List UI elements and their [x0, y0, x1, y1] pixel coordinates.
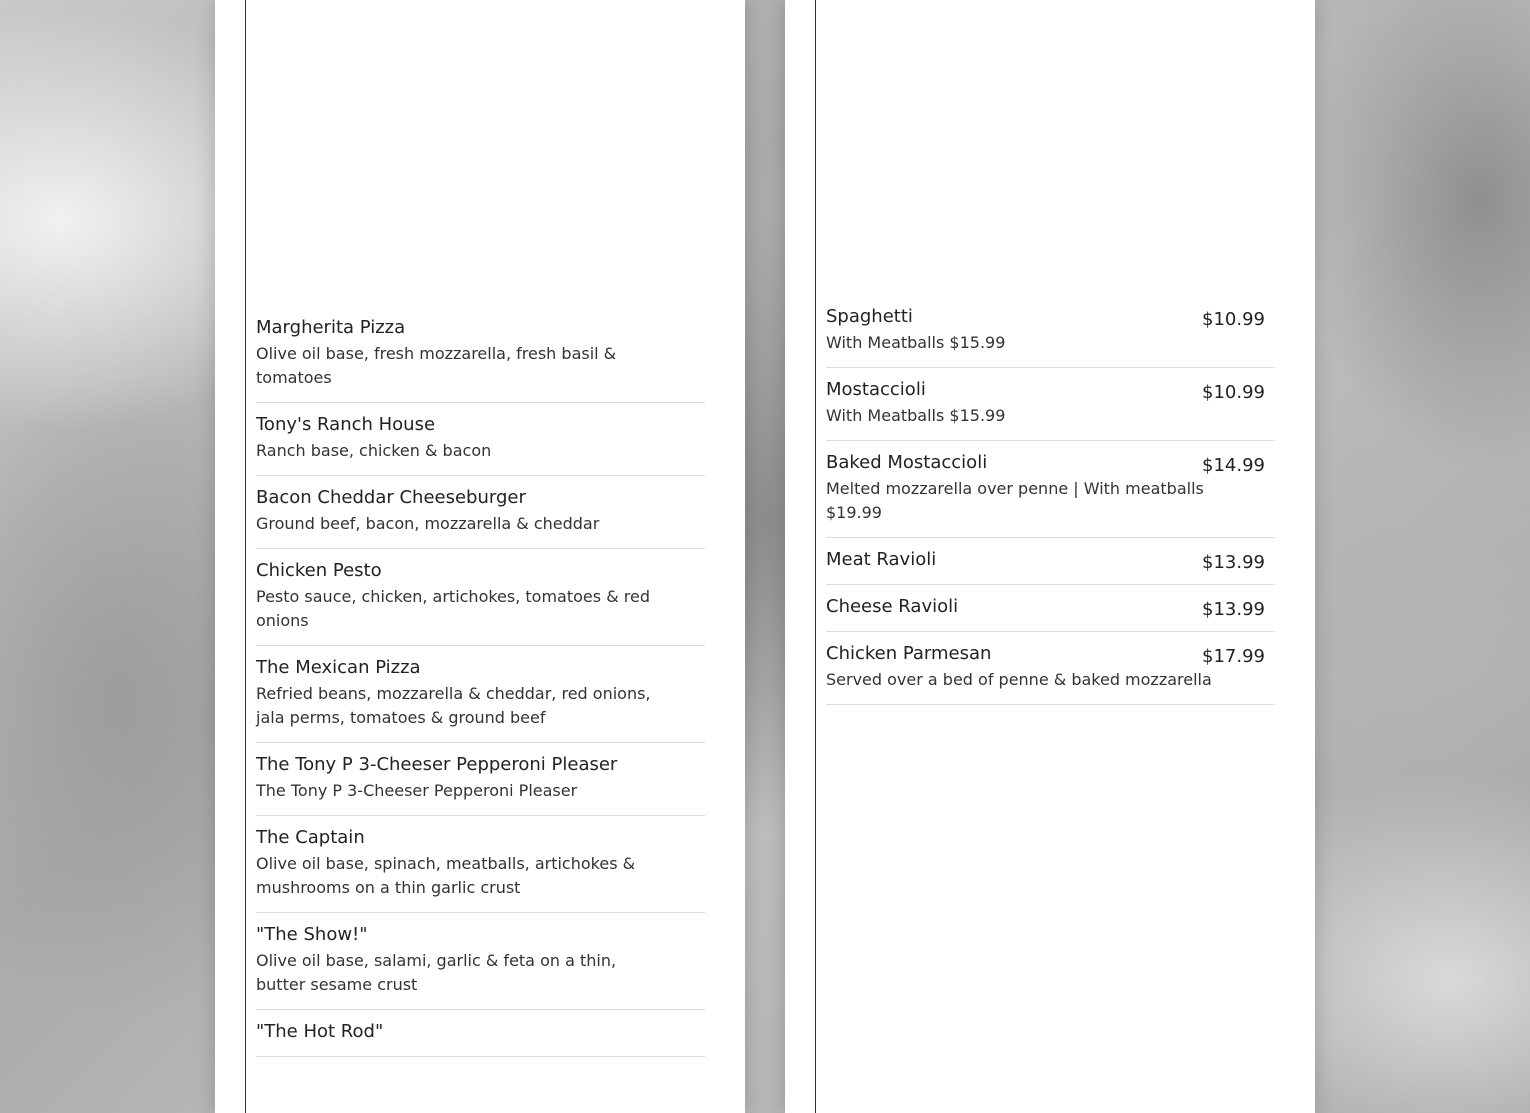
menu-item-name: The Tony P 3-Cheeser Pepperoni Pleaser: [256, 754, 618, 775]
menu-item-name: Chicken Pesto: [256, 560, 382, 581]
menu-item-name: Chicken Parmesan: [826, 643, 992, 664]
menu-item-name: Baked Mostaccioli: [826, 452, 988, 473]
menu-item-name: Margherita Pizza: [256, 317, 406, 338]
menu-item-name: The Mexican Pizza: [256, 657, 421, 678]
pasta-menu-panel: [785, 0, 1315, 1113]
menu-item-description: Refried beans, mozzarella & cheddar, red onions, jala perms, tomatoes & ground beef: [256, 684, 651, 727]
menu-item[interactable]: [826, 295, 1275, 368]
menu-item[interactable]: [826, 585, 1275, 632]
menu-item[interactable]: [256, 476, 705, 549]
menu-item[interactable]: [256, 646, 705, 743]
menu-item-name: "The Hot Rod": [256, 1021, 384, 1042]
menu-item-description: Served over a bed of penne & baked mozzarella: [826, 670, 1212, 689]
menu-item-description: Ranch base, chicken & bacon: [256, 441, 492, 460]
menu-item-description: Olive oil base, fresh mozzarella, fresh basil & tomatoes: [256, 344, 617, 387]
menu-item-name: Cheese Ravioli: [826, 596, 959, 617]
menu-item-price: $17.99: [1202, 646, 1265, 667]
menu-item-name: Tony's Ranch House: [256, 414, 436, 435]
menu-item-name: Bacon Cheddar Cheeseburger: [256, 487, 526, 508]
menu-item-price: $10.99: [1202, 382, 1265, 403]
menu-item[interactable]: [256, 1010, 705, 1057]
pizza-menu-column: [245, 0, 745, 1113]
menu-item-description: Melted mozzarella over penne | With meatballs $19.99: [826, 479, 1204, 522]
menu-item-name: Meat Ravioli: [826, 549, 937, 570]
menu-item[interactable]: [256, 913, 705, 1010]
menu-item-description: With Meatballs $15.99: [826, 333, 1006, 352]
menu-item-description: Olive oil base, salami, garlic & feta on a thin, butter sesame crust: [256, 951, 617, 994]
menu-item-price: $14.99: [1202, 455, 1265, 476]
menu-item-description: With Meatballs $15.99: [826, 406, 1006, 425]
menu-item[interactable]: [826, 632, 1275, 705]
menu-item-description: The Tony P 3-Cheeser Pepperoni Pleaser: [256, 781, 578, 800]
menu-item[interactable]: [826, 441, 1275, 538]
menu-item-name: The Captain: [256, 827, 365, 848]
menu-item-name: Spaghetti: [826, 306, 913, 327]
pizza-menu-panel: [215, 0, 745, 1113]
menu-item[interactable]: [826, 368, 1275, 441]
menu-item-price: $13.99: [1202, 599, 1265, 620]
menu-item[interactable]: [826, 538, 1275, 585]
menu-item-price: $10.99: [1202, 309, 1265, 330]
menu-item-price: $13.99: [1202, 552, 1265, 573]
pasta-menu-list: [826, 295, 1275, 705]
pasta-menu-column: [815, 0, 1315, 1113]
menu-item-description: Pesto sauce, chicken, artichokes, tomatoes & red onions: [256, 587, 650, 630]
menu-item-name: "The Show!": [256, 924, 368, 945]
menu-item-name: Mostaccioli: [826, 379, 926, 400]
menu-item-description: Olive oil base, spinach, meatballs, artichokes & mushrooms on a thin garlic crust: [256, 854, 636, 897]
menu-item[interactable]: [256, 306, 705, 403]
menu-item[interactable]: [256, 549, 705, 646]
pizza-menu-list: [256, 306, 705, 1057]
menu-item[interactable]: [256, 403, 705, 476]
menu-item[interactable]: [256, 743, 705, 816]
menu-item-description: Ground beef, bacon, mozzarella & cheddar: [256, 514, 600, 533]
menu-item[interactable]: [256, 816, 705, 913]
